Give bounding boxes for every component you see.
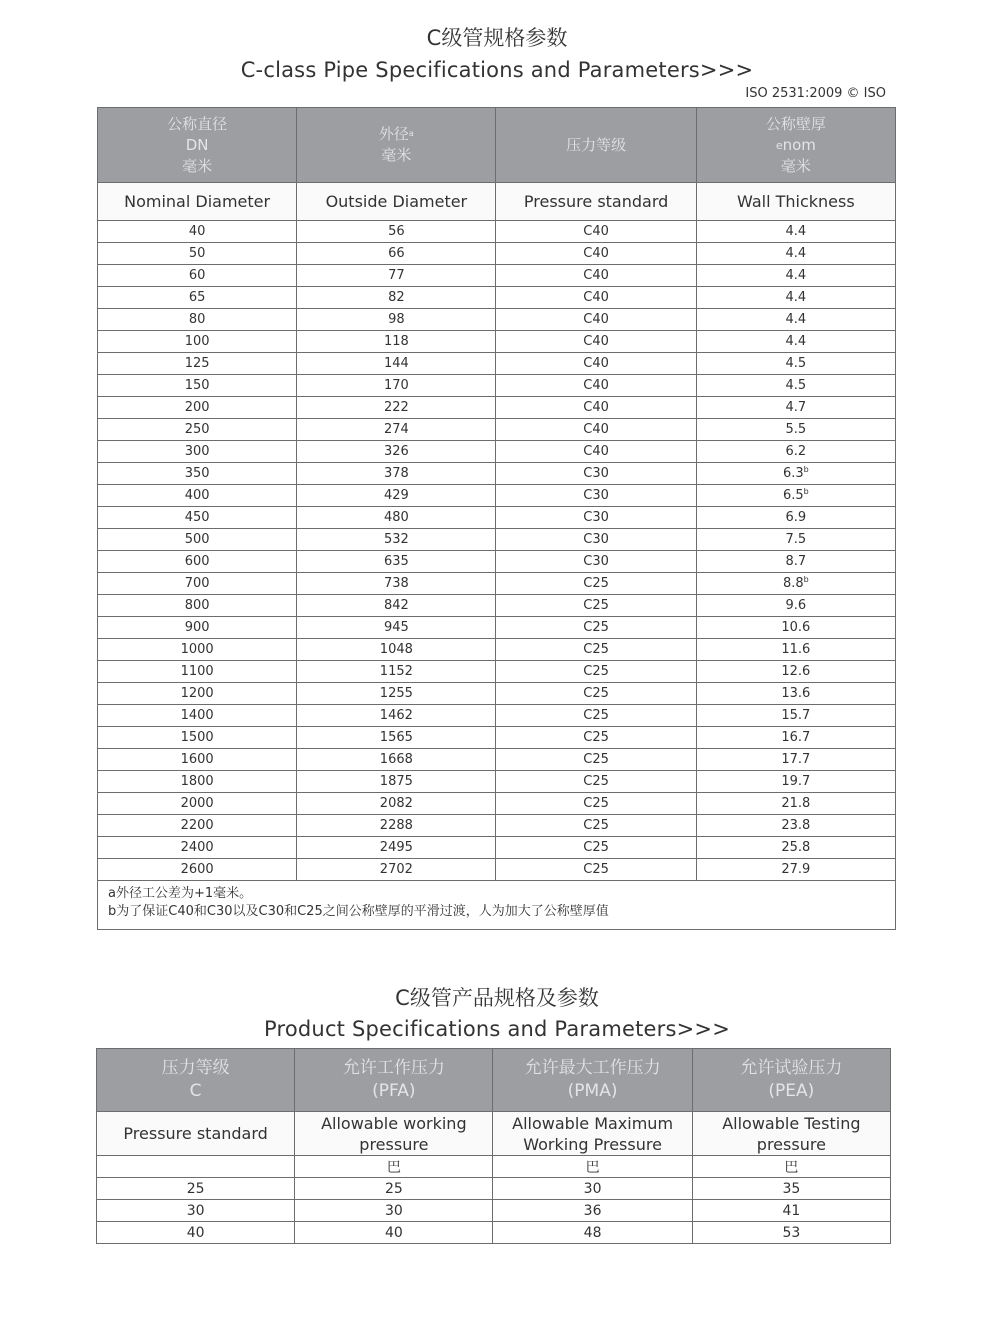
table2-header-en-row — [97, 1112, 891, 1156]
cell-pressure-standard: C40 — [496, 353, 696, 375]
cell-wall-thickness: 17.7 — [696, 749, 895, 771]
cell-nominal-diameter: 40 — [98, 221, 297, 243]
pipe-spec-table — [97, 107, 896, 930]
cell-wall-thickness: 11.6 — [696, 639, 895, 661]
table-row — [98, 309, 896, 331]
header-cn-nominal-diameter: 公称直径 DN 毫米 — [98, 108, 297, 183]
header2-en-working: Allowable working pressure — [295, 1112, 493, 1156]
table-row — [98, 859, 896, 881]
cell-wall-thickness: 6.3$^b$ — [696, 463, 895, 485]
cell-wall-thickness: 4.4 — [696, 331, 895, 353]
table-row — [98, 749, 896, 771]
table-row — [98, 529, 896, 551]
table-row — [98, 837, 896, 859]
cell-wall-thickness: 4.5 — [696, 375, 895, 397]
cell-outside-diameter: 945 — [297, 617, 496, 639]
cell-wall-thickness: 4.5 — [696, 353, 895, 375]
table2-cell: 30 — [295, 1200, 493, 1222]
cell-wall-thickness: 4.4 — [696, 243, 895, 265]
table-row — [98, 551, 896, 573]
table-row — [98, 793, 896, 815]
header-cn-wall-thickness: 公称壁厚 $^e$nom 毫米 — [696, 108, 895, 183]
cell-pressure-standard: C30 — [496, 485, 696, 507]
header-cn-outside-diameter: 外径$^a$ 毫米 — [297, 108, 496, 183]
cell-wall-thickness: 25.8 — [696, 837, 895, 859]
table-header-cn-row — [98, 108, 896, 183]
cell-pressure-standard: C25 — [496, 793, 696, 815]
cell-outside-diameter: 118 — [297, 331, 496, 353]
cell-outside-diameter: 2495 — [297, 837, 496, 859]
cell-outside-diameter: 429 — [297, 485, 496, 507]
cell-wall-thickness: 5.5 — [696, 419, 895, 441]
table-row — [98, 705, 896, 727]
cell-pressure-standard: C30 — [496, 529, 696, 551]
cell-outside-diameter: 1462 — [297, 705, 496, 727]
cell-nominal-diameter: 1600 — [98, 749, 297, 771]
cell-wall-thickness: 15.7 — [696, 705, 895, 727]
table2-row — [97, 1200, 891, 1222]
cell-wall-thickness: 21.8 — [696, 793, 895, 815]
cell-nominal-diameter: 100 — [98, 331, 297, 353]
header2-cn-pma: 允许最大工作压力 (PMA) — [493, 1049, 692, 1112]
table-row — [98, 331, 896, 353]
cell-nominal-diameter: 300 — [98, 441, 297, 463]
cell-wall-thickness: 6.2 — [696, 441, 895, 463]
table-row — [98, 727, 896, 749]
header2-cn-pfa: 允许工作压力 (PFA) — [295, 1049, 493, 1112]
header-en-wall-thickness: Wall Thickness — [696, 183, 895, 221]
table2-cell: 48 — [493, 1222, 692, 1244]
table-row — [98, 353, 896, 375]
cell-wall-thickness: 9.6 — [696, 595, 895, 617]
cell-outside-diameter: 82 — [297, 287, 496, 309]
cell-nominal-diameter: 2200 — [98, 815, 297, 837]
table-row — [98, 265, 896, 287]
cell-outside-diameter: 1255 — [297, 683, 496, 705]
iso-reference: ISO 2531:2009 © ISO — [745, 86, 886, 101]
cell-nominal-diameter: 2400 — [98, 837, 297, 859]
cell-nominal-diameter: 150 — [98, 375, 297, 397]
cell-pressure-standard: C30 — [496, 507, 696, 529]
cell-outside-diameter: 532 — [297, 529, 496, 551]
section2-title-en: Product Specifications and Parameters>>> — [263, 1017, 731, 1041]
cell-pressure-standard: C25 — [496, 617, 696, 639]
cell-nominal-diameter: 450 — [98, 507, 297, 529]
cell-wall-thickness: 13.6 — [696, 683, 895, 705]
footnotes — [98, 881, 896, 930]
cell-pressure-standard: C40 — [496, 287, 696, 309]
cell-nominal-diameter: 700 — [98, 573, 297, 595]
cell-outside-diameter: 98 — [297, 309, 496, 331]
unit-cell: 巴 — [692, 1156, 890, 1178]
cell-wall-thickness: 6.5$^b$ — [696, 485, 895, 507]
cell-nominal-diameter: 350 — [98, 463, 297, 485]
table-row — [98, 661, 896, 683]
unit-cell — [97, 1156, 295, 1178]
header-en-pressure-standard: Pressure standard — [496, 183, 696, 221]
cell-outside-diameter: 326 — [297, 441, 496, 463]
cell-outside-diameter: 77 — [297, 265, 496, 287]
cell-outside-diameter: 2082 — [297, 793, 496, 815]
table-row — [98, 221, 896, 243]
table-row — [98, 375, 896, 397]
cell-outside-diameter: 378 — [297, 463, 496, 485]
section1-title-cn: C级管规格参数 — [426, 26, 568, 50]
cell-outside-diameter: 144 — [297, 353, 496, 375]
section1-title-en: C-class Pipe Specifications and Parameters>>> — [240, 58, 754, 82]
cell-outside-diameter: 1152 — [297, 661, 496, 683]
section2-title-cn: C级管产品规格及参数 — [395, 986, 599, 1010]
cell-pressure-standard: C40 — [496, 309, 696, 331]
cell-wall-thickness: 8.7 — [696, 551, 895, 573]
table2-cell: 30 — [493, 1178, 692, 1200]
cell-nominal-diameter: 2000 — [98, 793, 297, 815]
cell-wall-thickness: 12.6 — [696, 661, 895, 683]
cell-pressure-standard: C40 — [496, 265, 696, 287]
table-row — [98, 441, 896, 463]
cell-pressure-standard: C30 — [496, 463, 696, 485]
cell-outside-diameter: 1048 — [297, 639, 496, 661]
table-row — [98, 639, 896, 661]
header-en-nominal-diameter: Nominal Diameter — [98, 183, 297, 221]
cell-pressure-standard: C40 — [496, 397, 696, 419]
cell-outside-diameter: 66 — [297, 243, 496, 265]
cell-nominal-diameter: 1400 — [98, 705, 297, 727]
cell-nominal-diameter: 1100 — [98, 661, 297, 683]
footnote-a: a外径工公差为+1毫米。 — [108, 886, 253, 901]
table2-cell: 35 — [692, 1178, 890, 1200]
table-row — [98, 507, 896, 529]
header-en-outside-diameter: Outside Diameter — [297, 183, 496, 221]
cell-nominal-diameter: 500 — [98, 529, 297, 551]
cell-pressure-standard: C25 — [496, 815, 696, 837]
cell-outside-diameter: 635 — [297, 551, 496, 573]
table2-row — [97, 1222, 891, 1244]
table-header-en-row — [98, 183, 896, 221]
table-row — [98, 287, 896, 309]
cell-wall-thickness: 4.4 — [696, 265, 895, 287]
table2-cell: 53 — [692, 1222, 890, 1244]
cell-wall-thickness: 4.4 — [696, 309, 895, 331]
cell-nominal-diameter: 1800 — [98, 771, 297, 793]
cell-nominal-diameter: 80 — [98, 309, 297, 331]
cell-wall-thickness: 10.6 — [696, 617, 895, 639]
header2-en-pressure-standard: Pressure standard — [97, 1112, 295, 1156]
cell-outside-diameter: 222 — [297, 397, 496, 419]
table-row — [98, 771, 896, 793]
cell-pressure-standard: C40 — [496, 221, 696, 243]
table2-cell: 25 — [97, 1178, 295, 1200]
cell-wall-thickness: 19.7 — [696, 771, 895, 793]
cell-pressure-standard: C40 — [496, 331, 696, 353]
cell-wall-thickness: 7.5 — [696, 529, 895, 551]
cell-outside-diameter: 56 — [297, 221, 496, 243]
cell-wall-thickness: 16.7 — [696, 727, 895, 749]
cell-outside-diameter: 274 — [297, 419, 496, 441]
cell-wall-thickness: 4.4 — [696, 221, 895, 243]
table-row — [98, 419, 896, 441]
cell-outside-diameter: 2702 — [297, 859, 496, 881]
cell-outside-diameter: 480 — [297, 507, 496, 529]
table-row — [98, 683, 896, 705]
cell-pressure-standard: C40 — [496, 419, 696, 441]
cell-nominal-diameter: 200 — [98, 397, 297, 419]
cell-pressure-standard: C25 — [496, 573, 696, 595]
header2-cn-pea: 允许试验压力 (PEA) — [692, 1049, 890, 1112]
cell-nominal-diameter: 60 — [98, 265, 297, 287]
cell-wall-thickness: 6.9 — [696, 507, 895, 529]
cell-wall-thickness: 27.9 — [696, 859, 895, 881]
cell-wall-thickness: 8.8$^b$ — [696, 573, 895, 595]
table-row — [98, 573, 896, 595]
cell-outside-diameter: 2288 — [297, 815, 496, 837]
cell-outside-diameter: 1875 — [297, 771, 496, 793]
cell-pressure-standard: C40 — [496, 375, 696, 397]
cell-nominal-diameter: 600 — [98, 551, 297, 573]
cell-pressure-standard: C30 — [496, 551, 696, 573]
table2-cell: 40 — [295, 1222, 493, 1244]
cell-pressure-standard: C25 — [496, 771, 696, 793]
product-spec-table — [96, 1048, 891, 1244]
cell-nominal-diameter: 1000 — [98, 639, 297, 661]
cell-nominal-diameter: 250 — [98, 419, 297, 441]
cell-pressure-standard: C25 — [496, 749, 696, 771]
cell-pressure-standard: C25 — [496, 595, 696, 617]
table2-cell: 40 — [97, 1222, 295, 1244]
unit-cell: 巴 — [295, 1156, 493, 1178]
table-row — [98, 617, 896, 639]
table-row — [98, 595, 896, 617]
table2-cell: 25 — [295, 1178, 493, 1200]
cell-outside-diameter: 738 — [297, 573, 496, 595]
cell-nominal-diameter: 65 — [98, 287, 297, 309]
cell-nominal-diameter: 2600 — [98, 859, 297, 881]
cell-nominal-diameter: 800 — [98, 595, 297, 617]
table-row — [98, 463, 896, 485]
cell-pressure-standard: C40 — [496, 243, 696, 265]
header2-en-testing: Allowable Testing pressure — [692, 1112, 890, 1156]
cell-wall-thickness: 4.4 — [696, 287, 895, 309]
cell-wall-thickness: 23.8 — [696, 815, 895, 837]
cell-pressure-standard: C25 — [496, 683, 696, 705]
cell-nominal-diameter: 1200 — [98, 683, 297, 705]
cell-pressure-standard: C40 — [496, 441, 696, 463]
footnote-b: b为了保证C40和C30以及C30和C25之间公称壁厚的平滑过渡，人为加大了公称壁厚值 — [108, 904, 609, 919]
cell-nominal-diameter: 400 — [98, 485, 297, 507]
cell-pressure-standard: C25 — [496, 837, 696, 859]
table-row — [98, 397, 896, 419]
header2-cn-pressure-standard: 压力等级 C — [97, 1049, 295, 1112]
table2-cell: 30 — [97, 1200, 295, 1222]
table2-row — [97, 1178, 891, 1200]
cell-pressure-standard: C25 — [496, 661, 696, 683]
table2-header-cn-row — [97, 1049, 891, 1112]
cell-outside-diameter: 842 — [297, 595, 496, 617]
cell-nominal-diameter: 900 — [98, 617, 297, 639]
table2-cell: 36 — [493, 1200, 692, 1222]
notes-row — [98, 881, 896, 930]
cell-pressure-standard: C25 — [496, 727, 696, 749]
table-row — [98, 815, 896, 837]
cell-pressure-standard: C25 — [496, 859, 696, 881]
header-cn-pressure-standard: 压力等级 — [496, 108, 696, 183]
table-row — [98, 485, 896, 507]
cell-outside-diameter: 1565 — [297, 727, 496, 749]
cell-nominal-diameter: 125 — [98, 353, 297, 375]
cell-outside-diameter: 1668 — [297, 749, 496, 771]
table2-cell: 41 — [692, 1200, 890, 1222]
cell-pressure-standard: C25 — [496, 705, 696, 727]
unit-cell: 巴 — [493, 1156, 692, 1178]
table-row — [98, 243, 896, 265]
cell-pressure-standard: C25 — [496, 639, 696, 661]
cell-nominal-diameter: 1500 — [98, 727, 297, 749]
header2-en-maximum: Allowable Maximum Working Pressure — [493, 1112, 692, 1156]
cell-nominal-diameter: 50 — [98, 243, 297, 265]
cell-outside-diameter: 170 — [297, 375, 496, 397]
table2-units-row — [97, 1156, 891, 1178]
cell-wall-thickness: 4.7 — [696, 397, 895, 419]
